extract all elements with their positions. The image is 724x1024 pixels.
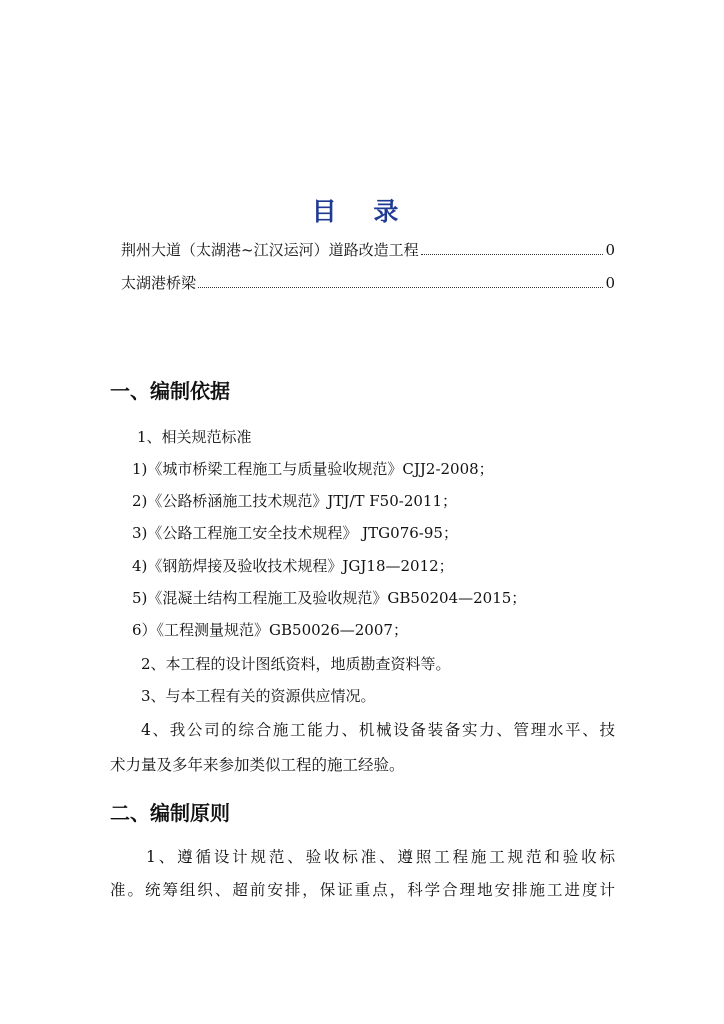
- list-item: 2、本工程的设计图纸资料，地质勘查资料等。: [141, 655, 451, 673]
- list-item: 2)《公路桥涵施工技术规范》JTJ/T F50-2011；: [132, 492, 457, 510]
- list-item: 1)《城市桥梁工程施工与质量验收规范》CJJ2-2008；: [132, 460, 494, 478]
- paragraph-line: 4、我公司的综合施工能力、机械设备装备实力、管理水平、技: [141, 721, 615, 739]
- toc-title: 目 录: [311, 197, 413, 226]
- toc-entry-label: 荆州大道（太湖港~江汉运河）道路改造工程: [121, 241, 419, 259]
- toc-entry-label: 太湖港桥梁: [121, 274, 197, 292]
- list-item: 6）《工程测量规范》GB50026—2007；: [132, 621, 408, 639]
- toc-entry-page: 0: [605, 274, 615, 292]
- list-item: 4)《钢筋焊接及验收技术规程》JGJ18—2012；: [132, 557, 454, 575]
- list-item: 3)《公路工程施工安全技术规程》 JTG076-95；: [132, 524, 458, 542]
- paragraph-line: 准。统筹组织、超前安排，保证重点，科学合理地安排施工进度计: [110, 881, 615, 899]
- list-item: 1、相关规范标准: [137, 428, 252, 446]
- list-item: 5)《混凝土结构工程施工及验收规范》GB50204—2015；: [132, 589, 527, 607]
- toc-leader: [421, 254, 604, 255]
- toc-entry[interactable]: [121, 240, 615, 260]
- section-heading: 二、编制原则: [110, 801, 230, 825]
- toc-leader: [198, 287, 603, 288]
- section-heading: 一、编制依据: [110, 379, 230, 403]
- toc-entry-page: 0: [605, 241, 615, 259]
- toc-entry[interactable]: [121, 273, 615, 293]
- list-item: 3、与本工程有关的资源供应情况。: [141, 687, 376, 705]
- paragraph-line: 1、遵循设计规范、验收标准、遵照工程施工规范和验收标: [146, 848, 615, 866]
- paragraph-line: 术力量及多年来参加类似工程的施工经验。: [110, 756, 405, 774]
